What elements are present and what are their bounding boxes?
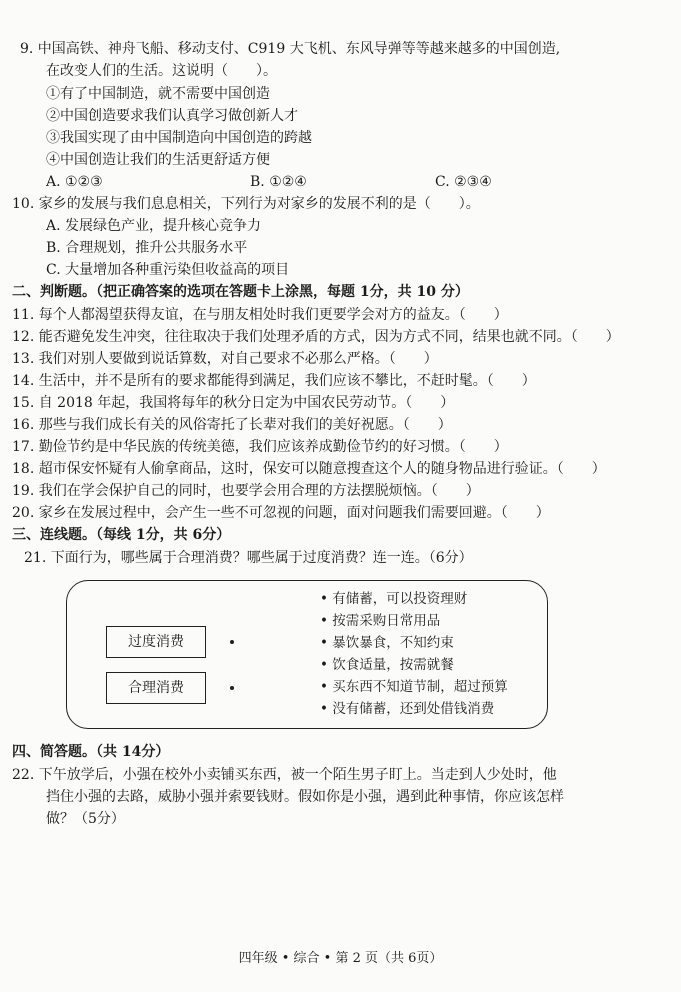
q22-stem: 22. 下午放学后，小强在校外小卖铺买东西，被一个陌生男子盯上。当走到人少处时，他	[12, 767, 557, 783]
section4-title: 四、简答题。（共 14分）	[12, 744, 170, 760]
option-text: 有储蓄，可以投资理财	[332, 591, 468, 607]
judge-item: 12. 能否避免发生冲突，往往取决于我们处理矛盾的方式，因为方式不同，结果也就不同。（ ）	[12, 329, 620, 345]
option-text: 暴饮暴食，不知约束	[332, 635, 454, 651]
option-text: 没有储蓄，还到处借钱消费	[332, 701, 495, 717]
judge-item: 15. 自 2018 年起，我国将每年的秋分日定为中国农民劳动节。（ ）	[12, 395, 455, 411]
page-footer: 四年级 • 综合 • 第 2 页（共 6页）	[238, 951, 443, 966]
q22-stem-cont: 挡住小强的去路，威胁小强并索要钱财。假如你是小强，遇到此种事情，你应该怎样	[46, 789, 564, 805]
q10-stem: 10. 家乡的发展与我们息息相关，下列行为对家乡的发展不利的是（ ）。	[12, 196, 480, 212]
q9-choice-a: A. ①②③	[46, 174, 103, 190]
q9-stem-cont: 在改变人们的生活。这说明（ ）。	[46, 63, 277, 79]
option-item[interactable]: • 暴饮暴食，不知约束	[320, 635, 454, 651]
option-item[interactable]: • 按需采购日常用品	[320, 613, 441, 629]
judge-item: 19. 我们在学会保护自己的同时，也要学会用合理的方法摆脱烦恼。（ ）	[12, 483, 480, 499]
judge-item: 18. 超市保安怀疑有人偷拿商品，这时，保安可以随意搜查这个人的随身物品进行验证。（ ）	[12, 461, 606, 477]
option-text: 按需采购日常用品	[332, 613, 441, 629]
judge-item: 11. 每个人都渴望获得友谊，在与朋友相处时我们更要学会对方的益友。（ ）	[12, 307, 508, 323]
judge-item: 13. 我们对别人要做到说话算数，对自己要求不必那么严格。（ ）	[12, 351, 438, 367]
q10-choice: C. 大量增加各种重污染但收益高的项目	[46, 262, 290, 278]
q22-stem-cont: 做？（5分）	[46, 811, 125, 827]
q9-choice-c: C. ②③④	[435, 174, 492, 190]
category-reasonable[interactable]: 合理消费	[106, 672, 206, 704]
judge-item: 17. 勤俭节约是中华民族的传统美德，我们应该养成勤俭节约的好习惯。（ ）	[12, 439, 508, 455]
q9-choice-b: B. ①②④	[250, 174, 307, 190]
q9-stem: 9. 中国高铁、神舟飞船、移动支付、C919 大飞机、东风导弹等等越来越多的中国创造,	[20, 41, 561, 57]
q10-choice: B. 合理规划，推升公共服务水平	[46, 240, 248, 256]
option-item[interactable]: • 没有储蓄，还到处借钱消费	[320, 701, 495, 717]
judge-item: 14. 生活中，并不是所有的要求都能得到满足，我们应该不攀比，不赶时髦。（ ）	[12, 373, 536, 389]
option-item[interactable]: • 有储蓄，可以投资理财	[320, 591, 468, 607]
q9-item: ②中国创造要求我们认真学习做创新人才	[46, 108, 298, 124]
judge-item: 20. 家乡在发展过程中，会产生一些不可忽视的问题，面对问题我们需要回避。（ ）	[12, 505, 550, 521]
q9-item: ①有了中国制造，就不需要中国创造	[46, 86, 270, 102]
option-text: 买东西不知道节制，超过预算	[332, 679, 508, 695]
section2-title: 二、判断题。（把正确答案的选项在答题卡上涂黑，每题 1分，共 10 分）	[12, 284, 469, 300]
option-text: 饮食适量，按需就餐	[332, 657, 454, 673]
connector-dot[interactable]	[230, 686, 234, 690]
q9-item: ③我国实现了由中国制造向中国创造的跨越	[46, 130, 312, 146]
option-item[interactable]: • 买东西不知道节制，超过预算	[320, 679, 508, 695]
q9-item: ④中国创造让我们的生活更舒适方便	[46, 152, 270, 168]
section3-title: 三、连线题。（每线 1分，共 6分）	[12, 527, 231, 543]
connector-dot[interactable]	[230, 640, 234, 644]
category-excessive[interactable]: 过度消费	[106, 626, 206, 658]
option-item[interactable]: • 饮食适量，按需就餐	[320, 657, 454, 673]
q21-stem: 21. 下面行为，哪些属于合理消费？哪些属于过度消费？连一连。（6分）	[24, 550, 473, 566]
q10-choice: A. 发展绿色产业，提升核心竞争力	[46, 218, 262, 234]
judge-item: 16. 那些与我们成长有关的风俗寄托了长辈对我们的美好祝愿。（ ）	[12, 417, 452, 433]
